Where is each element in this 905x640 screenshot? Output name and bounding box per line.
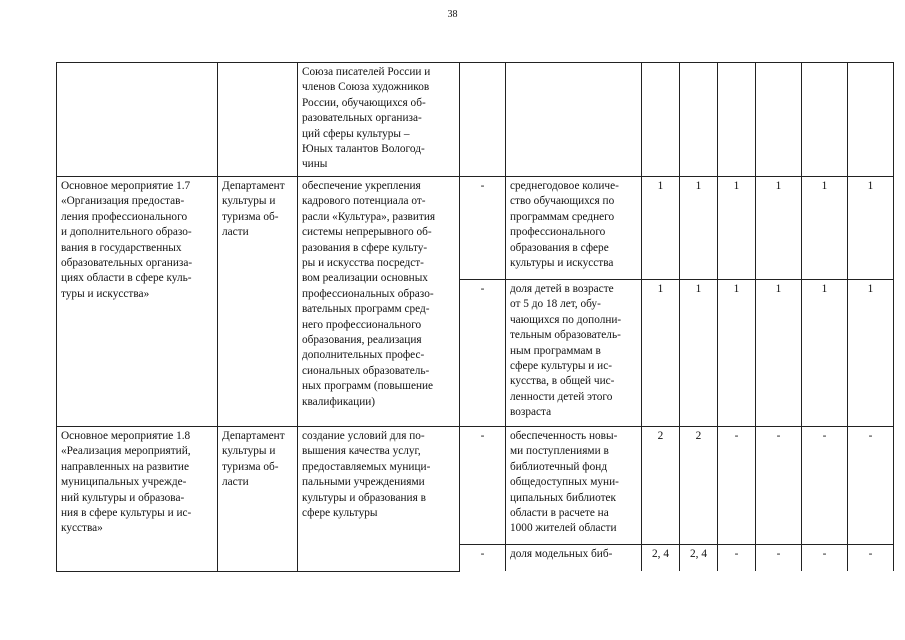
value-cell: 1: [718, 280, 756, 427]
text-line: культуры и образования в: [302, 491, 426, 504]
dash-cell: [460, 63, 506, 177]
value-cell: 2: [642, 427, 680, 545]
text-line: вышения качества услуг,: [302, 445, 421, 458]
text-line: вательных программ сред-: [302, 303, 430, 316]
text-line: ласти: [222, 226, 249, 239]
text-line: Департамент: [222, 180, 285, 192]
text-line: пальными учреждениями: [302, 476, 425, 489]
text-line: образовательных организа-: [61, 257, 193, 270]
text-line: «Реализация мероприятий,: [61, 445, 191, 458]
text-line: разовательных организа-: [302, 112, 422, 125]
dash-cell: -: [460, 177, 506, 280]
text-line: ных программ (повышение: [302, 380, 434, 393]
text-line: библиотечный фонд: [510, 460, 608, 473]
value-cell: 1: [718, 177, 756, 280]
text-line: квалификации): [302, 395, 376, 408]
value-cell: -: [718, 427, 756, 545]
text-line: муниципальных учрежде-: [61, 476, 187, 489]
value-cell: 1: [756, 177, 802, 280]
value-cell: [756, 63, 802, 177]
value-cell: 1: [642, 280, 680, 427]
text-line: направленных на развитие: [61, 460, 189, 473]
text-line: членов Союза художников: [302, 81, 430, 94]
value-cell: -: [848, 427, 894, 545]
text-line: ципальных библиотек: [510, 491, 617, 504]
value-cell: 1: [802, 280, 848, 427]
value-cell: 1: [756, 280, 802, 427]
value-cell: 1: [642, 177, 680, 280]
measure-cell: [57, 177, 218, 427]
value-cell: [680, 63, 718, 177]
table-row: [57, 177, 894, 280]
text-line: ния в сфере культуры и ис-: [61, 507, 192, 520]
text-line: вом реализации основных: [302, 272, 428, 285]
value-cell: 1: [680, 177, 718, 280]
program-measures-table: [56, 62, 894, 572]
text-line: и дополнительного образо-: [61, 226, 192, 239]
text-line: программам среднего: [510, 210, 615, 223]
text-line: Основное мероприятие 1.7: [61, 180, 191, 192]
text-line: расли «Культура», развития: [302, 210, 436, 223]
text-line: ство обучающихся по: [510, 195, 615, 208]
text-line: профессионального: [510, 226, 606, 239]
value-cell: [642, 63, 680, 177]
executor-cell: [218, 63, 298, 177]
text-line: ления профессионального: [61, 210, 188, 223]
text-line: разования в сфере культу-: [302, 241, 428, 254]
text-line: Союза писателей России и: [302, 66, 431, 78]
text-line: общедоступных муни-: [510, 476, 619, 489]
text-line: чины: [302, 158, 328, 171]
text-line: культуры и искусства: [510, 257, 614, 270]
result-cell: [298, 63, 460, 177]
executor-cell: [218, 177, 298, 427]
dash-cell: -: [460, 545, 506, 572]
text-line: него профессионального: [302, 318, 422, 331]
text-line: вания в государственных: [61, 241, 182, 254]
text-line: возраста: [510, 406, 552, 419]
value-cell: -: [718, 545, 756, 572]
text-line: культуры и: [222, 445, 276, 458]
page-number: 38: [447, 9, 458, 20]
text-line: дополнительных профес-: [302, 349, 425, 362]
text-line: кадрового потенциала от-: [302, 195, 426, 208]
text-line: циях области в сфере куль-: [61, 272, 192, 285]
dash-cell: -: [460, 427, 506, 545]
text-line: ми поступлениями в: [510, 445, 609, 458]
measure-cell: [57, 63, 218, 177]
text-line: кусства»: [61, 522, 103, 535]
text-line: сиональных образователь-: [302, 364, 430, 377]
text-line: создание условий для по-: [302, 430, 425, 442]
result-cell: [298, 177, 460, 427]
text-line: сфере культуры и ис-: [510, 360, 613, 373]
text-line: сфере культуры: [302, 507, 378, 520]
result-cell: [298, 427, 460, 572]
text-line: 1000 жителей области: [510, 522, 617, 535]
value-cell: 1: [848, 177, 894, 280]
text-line: ласти: [222, 476, 249, 489]
text-line: Юных талантов Вологод-: [302, 143, 425, 156]
table-row: [57, 427, 894, 545]
text-line: доля детей в возрасте: [510, 283, 614, 295]
value-cell: [802, 63, 848, 177]
value-cell: 2, 4: [642, 545, 680, 572]
indicator-cell: [506, 177, 642, 280]
value-cell: -: [848, 545, 894, 572]
value-cell: -: [802, 545, 848, 572]
text-line: ным программам в: [510, 344, 601, 357]
text-line: обеспеченность новы-: [510, 430, 618, 442]
text-line: кусства, в общей чис-: [510, 375, 615, 388]
text-line: тельным образователь-: [510, 329, 621, 342]
text-line: ний культуры и образова-: [61, 491, 185, 504]
indicator-cell: [506, 545, 642, 572]
text-line: «Организация предостав-: [61, 195, 185, 208]
text-line: культуры и: [222, 195, 276, 208]
text-line: образования в сфере: [510, 241, 609, 254]
text-line: ций сферы культуры –: [302, 127, 410, 140]
text-line: профессиональных образо-: [302, 287, 434, 300]
text-line: чающихся по дополни-: [510, 313, 622, 326]
table-row: [57, 63, 894, 177]
measure-cell: [57, 427, 218, 572]
text-line: области в расчете на: [510, 507, 609, 520]
dash-cell: -: [460, 280, 506, 427]
value-cell: 1: [848, 280, 894, 427]
text-line: туризма об-: [222, 210, 279, 223]
value-cell: 2, 4: [680, 545, 718, 572]
text-line: ленности детей этого: [510, 390, 613, 403]
text-line: системы непрерывного об-: [302, 226, 432, 239]
text-line: среднегодовое количе-: [510, 180, 619, 192]
text-line: от 5 до 18 лет, обу-: [510, 298, 601, 311]
executor-cell: [218, 427, 298, 572]
text-line: ры и искусства посредст-: [302, 257, 424, 270]
text-line: образования, реализация: [302, 334, 422, 347]
text-line: Департамент: [222, 430, 285, 442]
indicator-cell: [506, 427, 642, 545]
value-cell: -: [756, 545, 802, 572]
text-line: предоставляемых муници-: [302, 460, 431, 473]
text-line: Основное мероприятие 1.8: [61, 430, 191, 442]
text-line: туризма об-: [222, 460, 279, 473]
value-cell: [718, 63, 756, 177]
text-line: доля модельных биб-: [510, 548, 613, 560]
value-cell: -: [802, 427, 848, 545]
value-cell: 1: [802, 177, 848, 280]
value-cell: [848, 63, 894, 177]
value-cell: 1: [680, 280, 718, 427]
value-cell: 2: [680, 427, 718, 545]
indicator-cell: [506, 280, 642, 427]
indicator-cell: [506, 63, 642, 177]
value-cell: -: [756, 427, 802, 545]
text-line: туры и искусства»: [61, 287, 150, 300]
text-line: обеспечение укрепления: [302, 180, 421, 192]
text-line: России, обучающихся об-: [302, 96, 426, 109]
